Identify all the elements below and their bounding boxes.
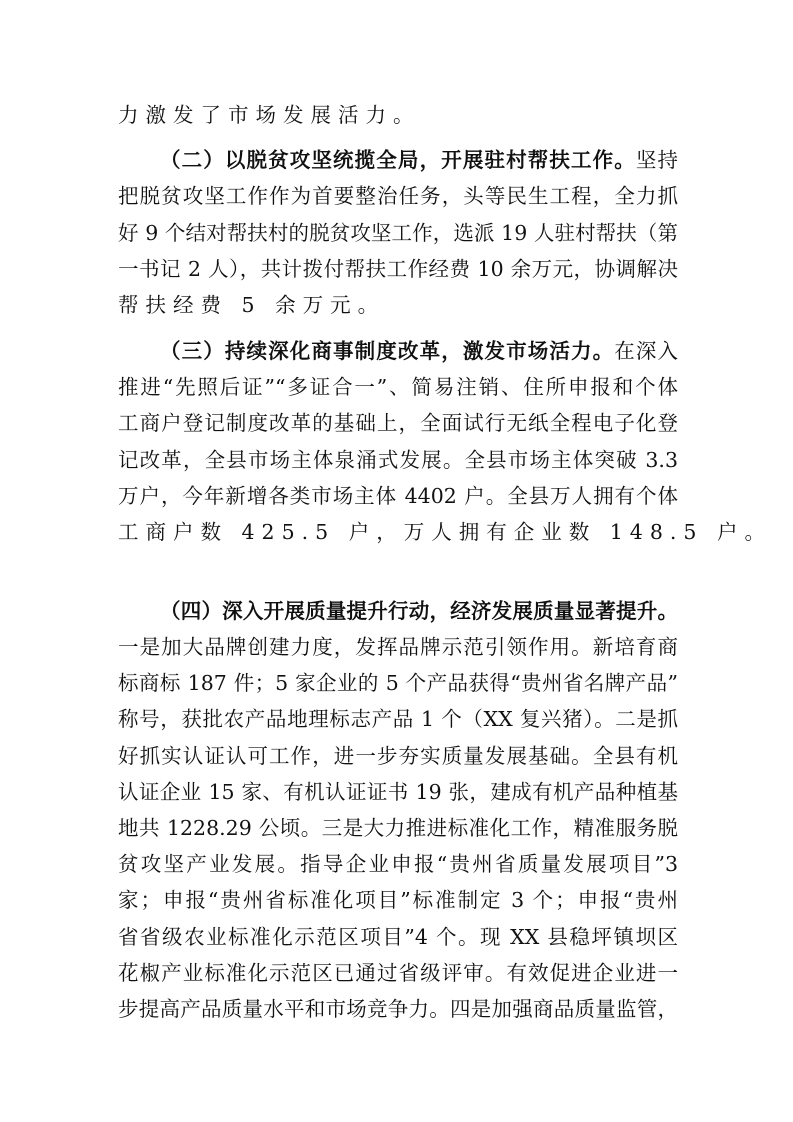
line-text: 贫攻坚产业发展。指导企业申报“贵州省质量发展项目”3: [118, 852, 678, 876]
text-line: [118, 849, 678, 879]
text-line: [118, 704, 678, 734]
line-text: 称号，获批农产品地理标志产品 1 个（XX 复兴猪）。二是抓: [118, 707, 678, 731]
line-text: 在深入: [614, 339, 679, 363]
line-text: 万户，今年新增各类市场主体 4402 户。全县万人拥有个体: [118, 484, 678, 508]
line-text: 工商户数 425.5 户，万人拥有企业数 148.5 户。: [118, 520, 772, 544]
text-line: [118, 668, 678, 698]
text-line: [118, 254, 678, 284]
line-text: 力激发了市场发展活力。: [118, 103, 421, 127]
text-line: [118, 517, 772, 547]
line-text: 省省级农业标准化示范区项目”4 个。现 XX 县稳坪镇坝区: [118, 925, 678, 949]
text-line: [118, 481, 678, 511]
line-text: 花椒产业标准化示范区已通过省级评审。有效促进企业进一: [118, 961, 678, 985]
line-text: 步提高产品质量水平和市场竞争力。四是加强商品质量监管，: [118, 997, 678, 1021]
text-line: [118, 741, 678, 771]
line-text: 一书记 2 人），共计拨付帮扶工作经费 10 余万元，协调解决: [118, 257, 678, 281]
line-text: 好抓实认证认可工作，进一步夯实质量发展基础。全县有机: [118, 744, 678, 768]
text-line: [118, 445, 678, 475]
line-text: 地共 1228.29 公顷。三是大力推进标准化工作，精准服务脱: [118, 816, 678, 840]
text-line: [118, 777, 678, 807]
line-text: 记改革，全县市场主体泉涌式发展。全县市场主体突破 3.3: [118, 448, 678, 472]
paragraph-heading: （二）以脱贫攻坚统揽全局，开展驻村帮扶工作。: [160, 148, 636, 172]
text-line: [118, 922, 678, 952]
line-text: 好 9 个结对帮扶村的脱贫攻坚工作，选派 19 人驻村帮扶（第: [118, 221, 678, 245]
text-line: [118, 290, 678, 320]
text-line: [118, 100, 678, 130]
text-line: [118, 408, 678, 438]
text-line: [118, 958, 678, 988]
line-text: 家；申报“贵州省标准化项目”标准制定 3 个；申报“贵州: [118, 888, 678, 912]
paragraph-heading: （四）深入开展质量提升行动，经济发展质量显著提升。: [160, 599, 678, 623]
text-line: [118, 181, 678, 211]
line-text: 一是加大品牌创建力度，发挥品牌示范引领作用。新培育商: [118, 635, 678, 659]
text-line: [160, 596, 678, 626]
line-text: 把脱贫攻坚工作作为首要整治任务，头等民生工程，全力抓: [118, 184, 678, 208]
text-line: [118, 372, 678, 402]
line-text: 工商户登记制度改革的基础上，全面试行无纸全程电子化登: [118, 411, 678, 435]
line-text: 标商标 187 件；5 家企业的 5 个产品获得“贵州省名牌产品”: [118, 671, 678, 695]
text-line: [118, 632, 678, 662]
line-text: 认证企业 15 家、有机认证证书 19 张，建成有机产品种植基: [118, 780, 678, 804]
text-line: [118, 885, 678, 915]
text-line: [160, 145, 678, 175]
text-line: [160, 336, 678, 366]
line-text: 坚持: [635, 148, 679, 172]
line-text: 推进“先照后证”“多证合一”、简易注销、住所申报和个体: [118, 375, 678, 399]
text-line: [118, 218, 678, 248]
text-line: [118, 994, 678, 1024]
text-line: [118, 813, 678, 843]
paragraph-heading: （三）持续深化商事制度改革，激发市场活力。: [160, 339, 615, 363]
line-text: 帮扶经费 5 余万元。: [118, 293, 386, 317]
